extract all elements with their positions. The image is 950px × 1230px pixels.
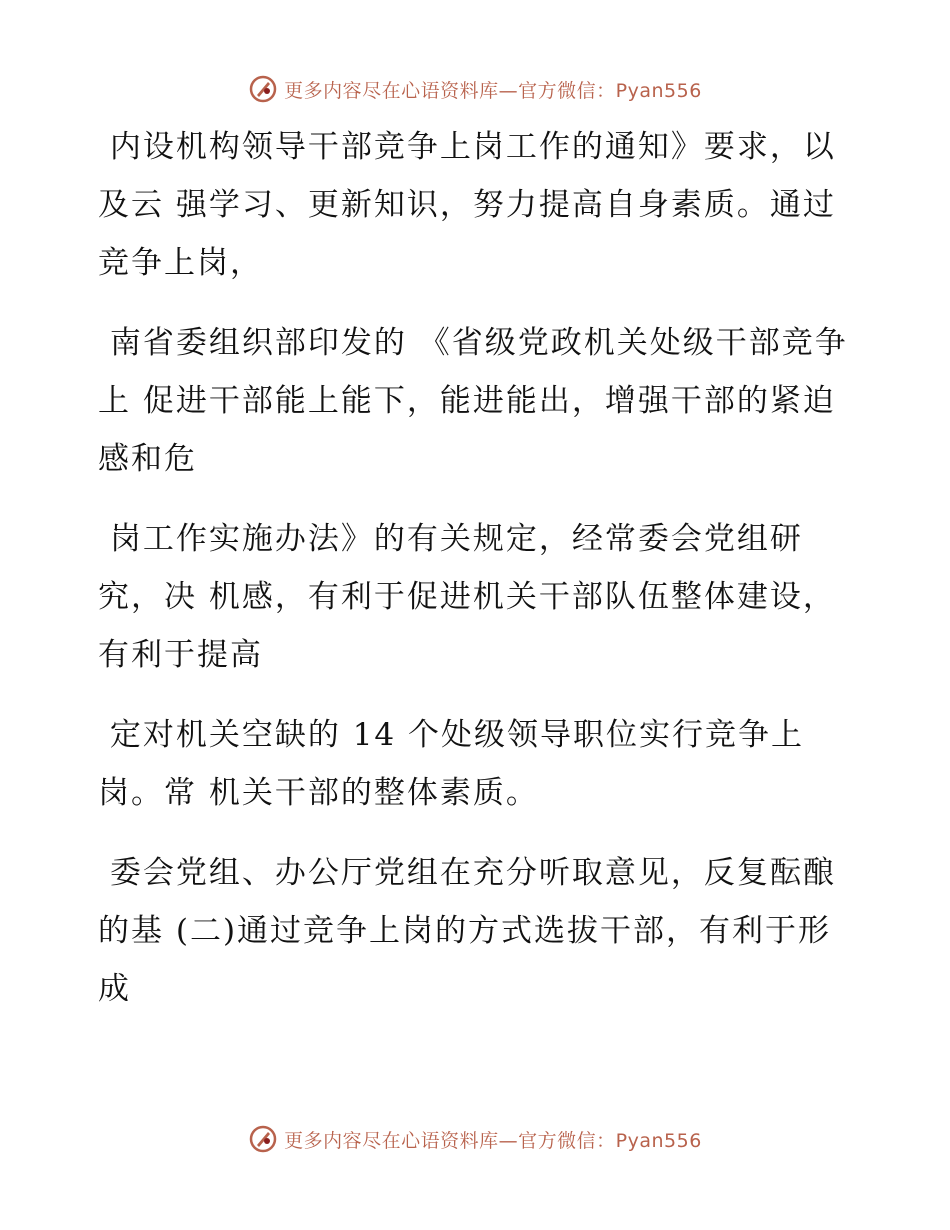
paragraph-2: 南省委组织部印发的 《省级党政机关处级干部竞争上 促进干部能上能下，能进能出，增强干部的紧迫感和危 xyxy=(98,325,848,477)
paragraph-4: 定对机关空缺的 14 个处级领导职位实行竞争上岗。常 机关干部的整体素质。 xyxy=(98,717,805,811)
header-banner xyxy=(0,72,950,106)
quill-pen-logo-icon xyxy=(248,1124,278,1154)
footer-banner xyxy=(0,1122,950,1156)
header-banner-text: 更多内容尽在心语资料库—官方微信：Pyan556 xyxy=(284,79,702,102)
paragraph-5: 委会党组、办公厅党组在充分听取意见，反复酝酿的基 (二)通过竞争上岗的方式选拔干部，有利于形成 xyxy=(98,855,836,1007)
paragraph-3: 岗工作实施办法》的有关规定，经常委会党组研究，决 机感，有利于促进机关干部队伍整体建设，有利于提高 xyxy=(98,521,836,673)
footer-banner-text: 更多内容尽在心语资料库—官方微信：Pyan556 xyxy=(284,1129,702,1152)
document-body xyxy=(98,118,858,1040)
quill-pen-logo-icon xyxy=(248,74,278,104)
paragraph-1: 内设机构领导干部竞争上岗工作的通知》要求，以及云 强学习、更新知识，努力提高自身素质。通过竞争上岗， xyxy=(98,129,836,281)
